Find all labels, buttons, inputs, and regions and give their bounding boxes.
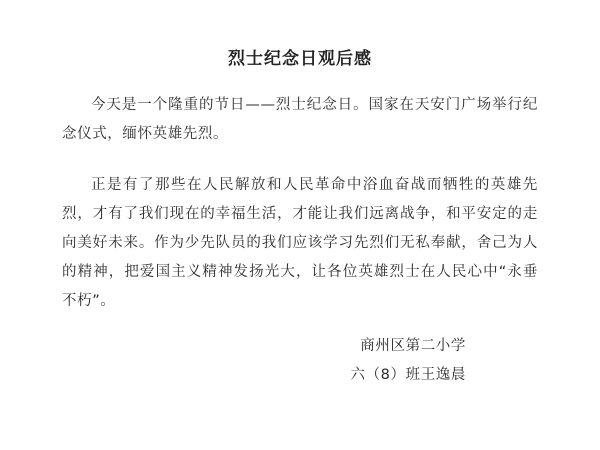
page-title: 烈士纪念日观后感: [228, 49, 372, 69]
page-top-margin: [0, 0, 600, 9]
signature-block: [62, 316, 538, 390]
page-bottom-margin: [0, 390, 600, 414]
paragraph-1: 今天是一个隆重的节日——烈士纪念日。国家在天安门广场举行纪念仪式，缅怀英雄先烈。: [62, 97, 538, 142]
document-body: [0, 69, 600, 390]
signature-class-author: 六（8）班王逸晨: [350, 367, 466, 383]
paragraph-2: 正是有了那些在人民解放和人民革命中浴血奋战而牺牲的英雄先烈，才有了我们现在的幸福生活，才能让我们远离战争，和平安定的走向美好未来。作为少先队员的我们应该学习先烈们无私奉献，舍己为人的精神，把爱国主义精神发扬光大，让各位英雄烈士在人民心中“永垂不朽”。: [62, 177, 538, 309]
signature-school: 商州区第二小学: [360, 338, 466, 354]
